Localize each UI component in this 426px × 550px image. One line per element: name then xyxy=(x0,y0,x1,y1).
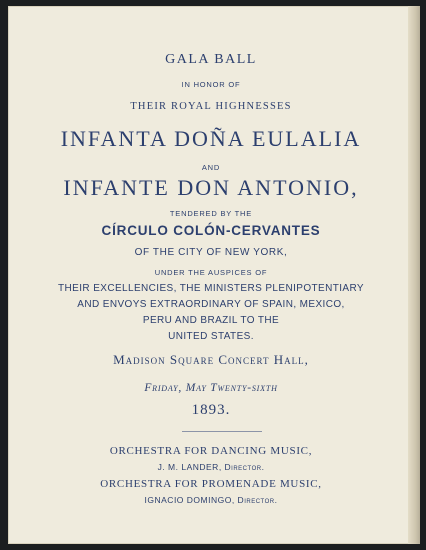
tendered-by-label: TENDERED BY THE xyxy=(169,209,253,218)
dancing-orchestra-director: J. M. LANDER, Director. xyxy=(157,462,265,472)
auspices-line-4: UNITED STATES. xyxy=(168,331,254,342)
royal-highnesses-line: THEIR ROYAL HIGHNESSES xyxy=(130,101,292,112)
event-title: GALA BALL xyxy=(165,52,257,67)
in-honor-of-label: IN HONOR OF xyxy=(181,80,241,89)
guest-infanta-name: INFANTA DOÑA EULALIA xyxy=(60,126,362,151)
auspices-line-3: PERU AND BRAZIL TO THE xyxy=(142,315,280,326)
host-city: OF THE CITY OF NEW YORK, xyxy=(134,247,288,258)
divider-rule xyxy=(182,431,262,432)
event-year: 1893. xyxy=(191,402,231,418)
event-date: Friday, May Twenty-sixth xyxy=(144,382,278,394)
promenade-orchestra-title: ORCHESTRA FOR PROMENADE MUSIC, xyxy=(100,478,322,490)
promenade-orchestra-director: IGNACIO DOMINGO, Director. xyxy=(144,495,278,505)
under-auspices-label: UNDER THE AUSPICES OF xyxy=(154,268,268,277)
dancing-orchestra-title: ORCHESTRA FOR DANCING MUSIC, xyxy=(109,445,313,457)
program-page xyxy=(8,6,420,544)
host-organization: CÍRCULO COLÓN-CERVANTES xyxy=(101,223,321,238)
auspices-line-2: AND ENVOYS EXTRAORDINARY OF SPAIN, MEXICO, xyxy=(77,299,345,310)
venue: Madison Square Concert Hall, xyxy=(113,352,309,367)
auspices-line-1: THEIR EXCELLENCIES, THE MINISTERS PLENIPOTENTIARY xyxy=(58,283,364,294)
and-label: AND xyxy=(201,163,221,172)
guest-infante-name: INFANTE DON ANTONIO, xyxy=(63,175,359,200)
